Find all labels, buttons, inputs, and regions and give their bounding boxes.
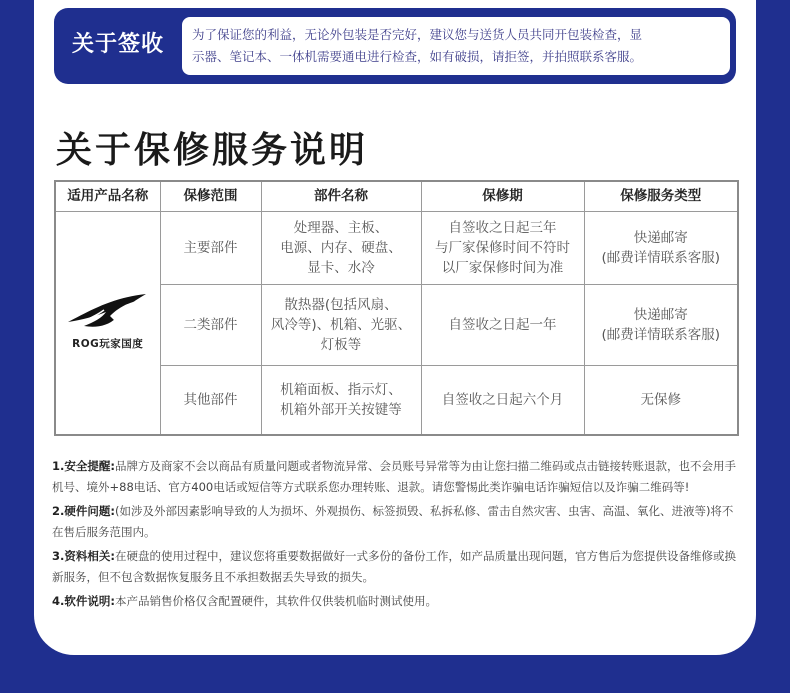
note-item: [52, 591, 742, 612]
header-parts: 部件名称: [261, 181, 421, 211]
note-label: 3.资料相关:: [52, 549, 115, 563]
parts-cell: [261, 211, 421, 284]
parts-line: 风冷等)、机箱、光驱、: [270, 317, 412, 334]
parts-cell: [261, 284, 421, 365]
service-cell: [584, 284, 738, 365]
brand-logo-text: ROG玩家国度: [72, 337, 144, 350]
parts-cell: [261, 366, 421, 435]
note-label: 1.安全提醒:: [52, 459, 115, 473]
parts-line: 机箱面板、指示灯、: [280, 382, 402, 399]
header-service: 保修服务类型: [584, 181, 738, 211]
service-line: 快递邮寄: [633, 229, 688, 246]
header-product: 适用产品名称: [55, 181, 160, 211]
note-item: [52, 546, 742, 588]
header-period: 保修期: [421, 181, 584, 211]
rog-logo-icon: [66, 292, 150, 330]
period-line: 以厂家保修时间为准: [441, 259, 564, 276]
note-text: 本产品销售价格仅含配置硬件，其软件仅供装机临时测试使用。: [114, 594, 437, 608]
sign-notice-text: [182, 17, 730, 75]
service-line: (邮费详情联系客服): [601, 249, 721, 266]
note-label: 4.软件说明:: [52, 594, 115, 608]
scope-cell: 主要部件: [160, 211, 261, 284]
period-line: 自签收之日起三年: [448, 219, 557, 236]
table-row: [55, 211, 738, 284]
section-title: 关于保修服务说明: [56, 130, 369, 171]
scope-cell: 其他部件: [160, 366, 261, 435]
note-label: 2.硬件问题:: [52, 504, 115, 518]
note-text: (如涉及外部因素影响导致的人为损坏、外观损伤、标签损毁、私拆私修、雷击自然灾害、虫害、高温、氧化、进液等)将不在售后服务范围内。: [52, 504, 734, 539]
note-text: 在硬盘的使用过程中，建议您将重要数据做好一式多份的备份工作，如产品质量出现问题，官方售后为您提供设备维修或换新服务，但不包含数据恢复服务且不承担数据丢失导致的损失。: [52, 549, 736, 584]
period-line: 自签收之日起六个月: [441, 392, 564, 409]
notes-section: [52, 456, 742, 615]
period-cell: [421, 211, 584, 284]
brand-logo-cell: [55, 211, 160, 435]
parts-line: 显卡、水冷: [307, 259, 375, 276]
table-header-row: [55, 181, 738, 211]
parts-line: 处理器、主板、: [293, 219, 389, 236]
period-line: 自签收之日起一年: [448, 317, 557, 334]
header-scope: 保修范围: [160, 181, 261, 211]
scope-cell: 二类部件: [160, 284, 261, 365]
note-item: [52, 501, 742, 543]
period-line: 与厂家保修时间不符时: [435, 239, 570, 256]
parts-line: 电源、内存、硬盘、: [280, 239, 402, 256]
service-line: 无保修: [640, 392, 681, 409]
parts-line: 机箱外部开关按键等: [280, 402, 402, 419]
parts-line: 散热器(包括风扇、: [284, 297, 398, 314]
content-card: [34, 0, 756, 655]
note-text: 品牌方及商家不会以商品有质量问题或者物流异常、会员账号异常等为由让您扫描二维码或点击链接转账退款，也不会用手机号、境外+88电话、官方400电话或短信等方式联系您办理转账、退款。请您警惕此类诈骗电话诈骗短信以及诈骗二维码等!: [52, 459, 736, 494]
service-line: 快递邮寄: [633, 307, 688, 324]
sign-notice-line: 示器、笔记本、一体机需要通电进行检查，如有破损，请拒签，并拍照联系客服。: [192, 49, 643, 64]
sign-notice-title: 关于签收: [71, 32, 164, 57]
parts-line: 灯板等: [320, 337, 362, 354]
service-line: (邮费详情联系客服): [601, 327, 721, 344]
sign-notice-banner: [54, 8, 736, 84]
service-cell: [584, 211, 738, 284]
period-cell: [421, 284, 584, 365]
sign-notice-line: 为了保证您的利益，无论外包装是否完好，建议您与送货人员共同开包装检查，显: [192, 27, 643, 42]
note-item: [52, 456, 742, 498]
period-cell: [421, 366, 584, 435]
warranty-table: [54, 180, 739, 436]
service-cell: [584, 366, 738, 435]
